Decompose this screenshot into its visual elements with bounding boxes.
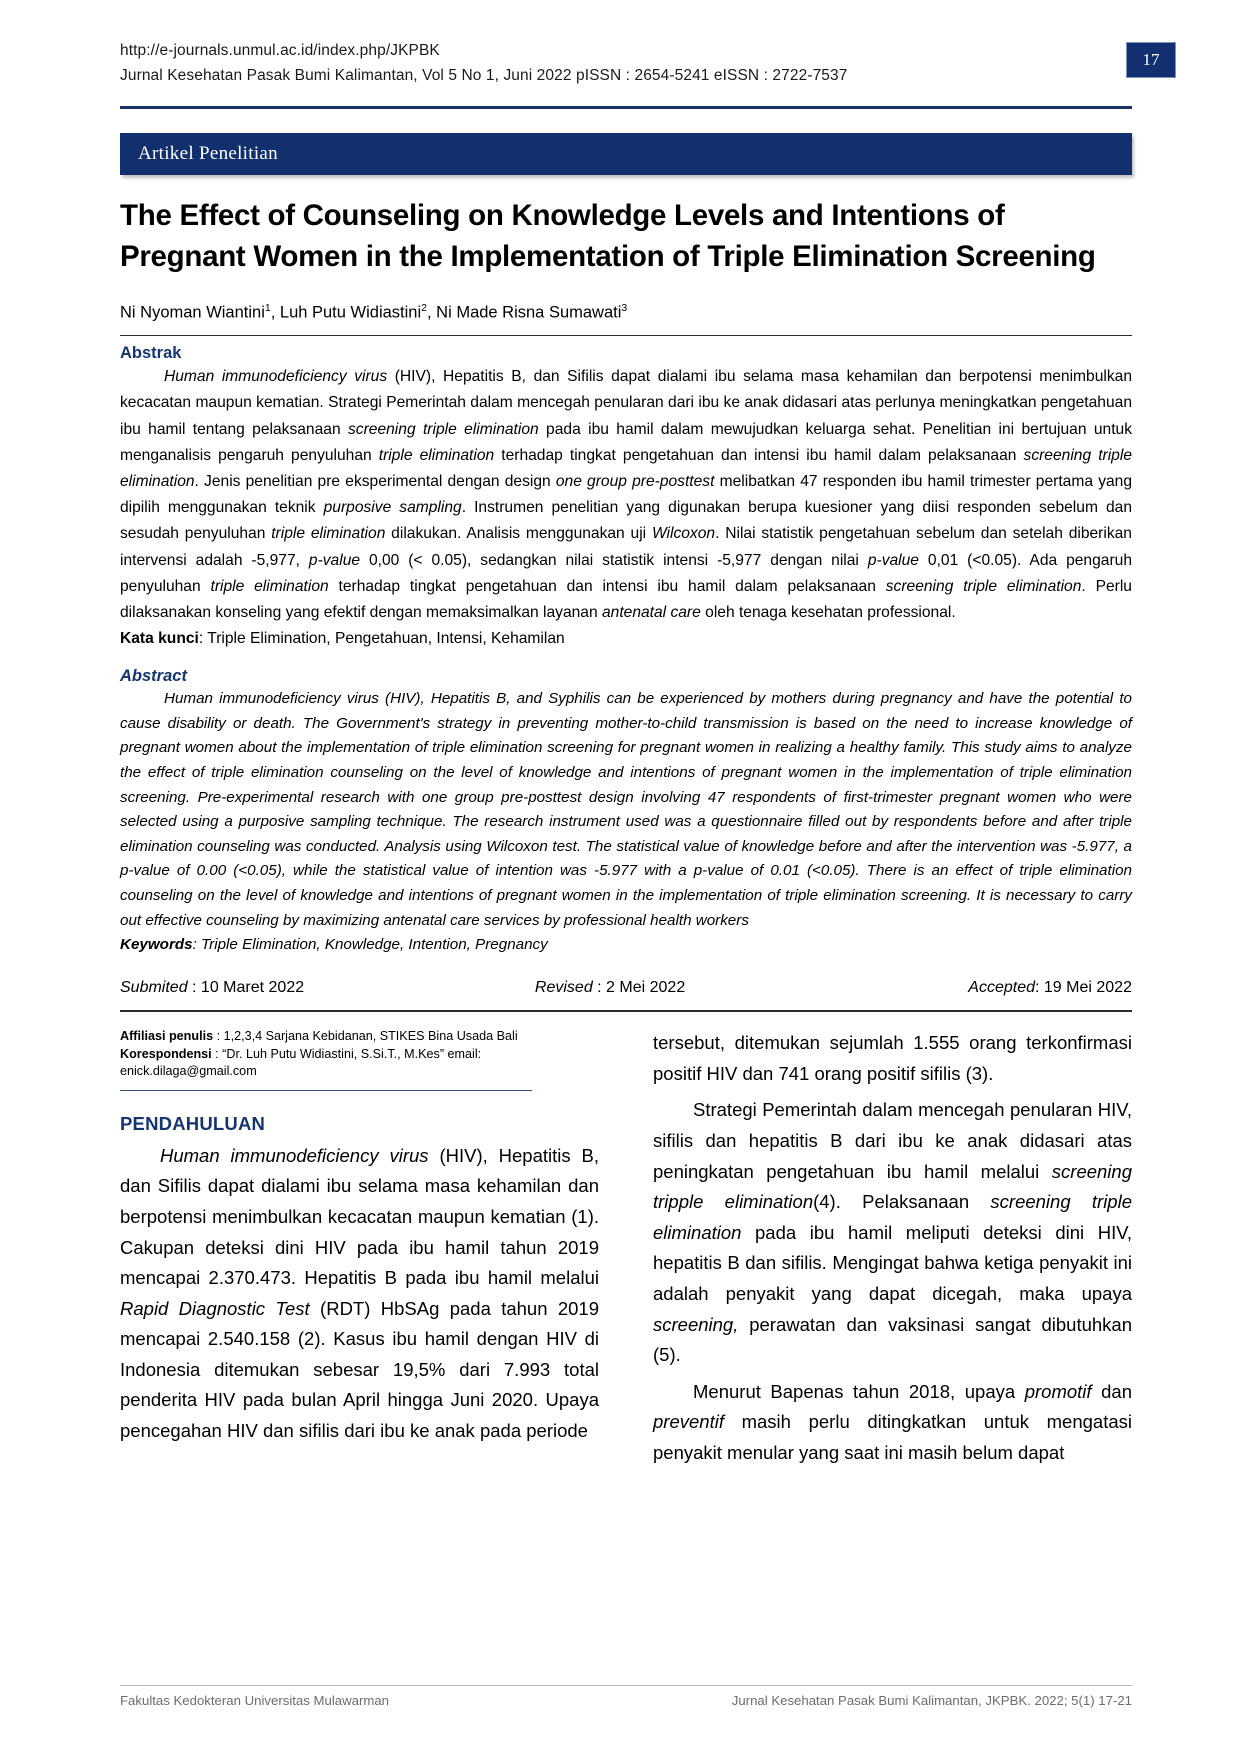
abstrak-keywords-value: : Triple Elimination, Pengetahuan, Intensi, Kehamilan <box>198 630 565 648</box>
footer-left-text: Fakultas Kedokteran Universitas Mulawarman <box>120 1693 389 1708</box>
page-footer <box>120 1685 1132 1708</box>
affiliation-line <box>120 1028 599 1046</box>
revised-value: : 2 Mei 2022 <box>592 979 686 997</box>
correspondence-label: Korespondensi <box>120 1046 212 1061</box>
article-type-banner <box>120 133 1132 175</box>
abstract-body: Human immunodeficiency virus (HIV), Hepatitis B, and Syphilis can be experienced by mothers during pregnancy and have the potential to cause disability or death. The Government's strategy in preventing mother-to-child transmission is based on the need to increase knowledge of pregnant women about the implementation of triple elimination screening for pregnant women in realizing a healthy family. This study aims to analyze the effect of triple elimination counseling on the level of knowledge and intentions of pregnant women in the implementation of triple elimination screening. Pre-experimental research with one group pre-posttest design involving 47 respondents of first-trimester pregnant women who were selected using a purposive sampling technique. The research instrument used was a questionnaire filled out by respondents before and after triple elimination counseling was conducted. Analysis using Wilcoxon test. The statistical value of knowledge before and after the intervention was -5.977, a p-value of 0.00 (<0.05), while the statistical value of intention was -5.977 with a p-value of 0.01 (<0.05). There is an effect of triple elimination counseling on the level of knowledge and intentions of pregnant women in the implementation of triple elimination screening. It is necessary to carry out effective counseling by maximizing antenatal care services by professional health workers <box>120 690 1132 929</box>
page-title: The Effect of Counseling on Knowledge Levels and Intentions of Pregnant Women in the Implementation of Triple Elimination Screening <box>120 199 1096 273</box>
intro-paragraph-left: Human immunodeficiency virus (HIV), Hepatitis B, dan Sifilis dapat dialami ibu selama masa kehamilan dan berpotensi menimbulkan kecacatan maupun kematian (1). Cakupan deteksi dini HIV pada ibu hamil tahun 2019 mencapai 2.370.473. Hepatitis B pada ibu hamil melalui Rapid Diagnostic Test (RDT) HbSAg pada tahun 2019 mencapai 2.540.158 (2). Kasus ibu hamil dengan HIV di Indonesia ditemukan sebesar 19,5% dari 7.993 total penderita HIV pada bulan April hingga Juni 2020. Upaya pencegahan HIV dan sifilis dari ibu ke anak pada periode <box>120 1144 600 1442</box>
accepted-value: : 19 Mei 2022 <box>1035 979 1132 997</box>
accepted-label: Accepted <box>968 979 1036 997</box>
accepted-date <box>869 979 1132 997</box>
submitted-date <box>120 979 535 997</box>
correspondence-email: enick.dilaga@gmail.com <box>120 1064 257 1079</box>
affiliation-block <box>120 1028 599 1081</box>
correspondence-value: : “Dr. Luh Putu Widiastini, S.Si.T., M.Kes” email: <box>211 1046 482 1061</box>
intro-paragraph-3: Menurut Bapenas tahun 2018, upaya promotif dan preventif masih perlu ditingkatkan untuk mengatasi penyakit menular yang saat ini masih belum dapat <box>653 1380 1132 1463</box>
abstract-keywords <box>120 933 1132 957</box>
affiliation-value: : 1,2,3,4 Sarjana Kebidanan, STIKES Bina Usada Bali <box>213 1029 518 1044</box>
left-column <box>120 1028 599 1468</box>
publication-dates <box>120 979 1132 997</box>
revised-date <box>535 979 869 997</box>
footer-divider <box>120 1685 1132 1686</box>
abstract-divider <box>120 1010 1132 1012</box>
footer-row <box>120 1693 1132 1708</box>
section-heading-pendahuluan: PENDAHULUAN <box>120 1112 266 1134</box>
body-columns <box>120 1028 1132 1468</box>
footer-right-text: Jurnal Kesehatan Pasak Bumi Kalimantan, JKPBK. 2022; 5(1) 17-21 <box>731 1693 1132 1708</box>
author-list: Ni Nyoman Wiantini$^1$, Luh Putu Widiastini$^2$, Ni Made Risna Sumawati$^3$ <box>120 301 628 322</box>
header-divider <box>120 106 1132 109</box>
submitted-label: Submited <box>120 979 188 997</box>
affiliation-divider <box>120 1090 532 1091</box>
abstrak-keywords <box>120 626 1132 651</box>
submitted-value: : 10 Maret 2022 <box>187 979 305 997</box>
abstrak-heading: Abstrak <box>120 344 182 363</box>
intro-paragraph-continued: tersebut, ditemukan sejumlah 1.555 orang terkonfirmasi positif HIV dan 741 orang positif sifilis (3). <box>653 1032 1132 1084</box>
running-head <box>120 38 1160 100</box>
intro-paragraph-2: Strategi Pemerintah dalam mencegah penularan HIV, sifilis dan hepatitis B dari ibu ke anak didasari atas peningkatan pengetahuan ibu hamil melalui screening tripple elimination(4). Pelaksanaan screening triple elimination pada ibu hamil meliputi deteksi dini HIV, hepatitis B dan sifilis. Mengingat bahwa ketiga penyakit ini adalah penyakit yang dapat dicegah, maka upaya screening, perawatan dan vaksinasi sangat dibutuhkan (5). <box>653 1099 1132 1366</box>
title-divider <box>120 335 1132 336</box>
affiliation-label: Affiliasi penulis <box>120 1029 214 1044</box>
abstrak-body: Human immunodeficiency virus (HIV), Hepatitis B, dan Sifilis dapat dialami ibu selama masa kehamilan dan berpotensi menimbulkan kecacatan maupun kematian. Strategi Pemerintah dalam mencegah penularan dari ibu ke anak didasari atas perlunya meningkatkan pengetahuan ibu hamil tentang pelaksanaan screening triple elimination pada ibu hamil dalam mewujudkan keluarga sehat. Penelitian ini bertujuan untuk menganalisis pengaruh penyuluhan triple elimination terhadap tingkat pengetahuan dan intensi ibu hamil dalam pelaksanaan screening triple elimination. Jenis penelitian pre eksperimental dengan design one group pre-posttest melibatkan 47 responden ibu hamil trimester pertama yang dipilih menggunakan teknik purposive sampling. Instrumen penelitian yang digunakan berupa kuesioner yang diisi responden sebelum dan sesudah penyuluhan triple elimination dilakukan. Analisis menggunakan uji Wilcoxon. Nilai statistik pengetahuan sebelum dan setelah diberikan intervensi adalah -5,977, p-value 0,00 (< 0.05), sedangkan nilai statistik intensi -5,977 dengan nilai p-value 0,01 (<0.05). Ada pengaruh penyuluhan triple elimination terhadap tingkat pengetahuan dan intensi ibu hamil dalam pelaksanaan screening triple elimination. Perlu dilaksanakan konseling yang efektif dengan memaksimalkan layanan antenatal care oleh tenaga kesehatan professional. <box>120 368 1133 622</box>
revised-label: Revised <box>534 979 593 997</box>
right-column <box>653 1028 1132 1468</box>
article-type-label: Artikel Penelitian <box>138 143 278 164</box>
abstract-keywords-value: : Triple Elimination, Knowledge, Intention, Pregnancy <box>192 936 548 954</box>
journal-url: http://e-journals.unmul.ac.id/index.php/JKPBK <box>120 42 440 59</box>
correspondence-line <box>120 1046 599 1064</box>
abstract-heading: Abstract <box>120 667 187 686</box>
page-number-badge: 17 <box>1126 42 1176 78</box>
abstrak-keywords-label: Kata kunci <box>120 630 199 648</box>
journal-issue-line: Jurnal Kesehatan Pasak Bumi Kalimantan, Vol 5 No 1, Juni 2022 pISSN : 2654-5241 eISSN : 2722-7537 <box>120 67 848 84</box>
abstract-keywords-label: Keywords <box>120 936 193 954</box>
